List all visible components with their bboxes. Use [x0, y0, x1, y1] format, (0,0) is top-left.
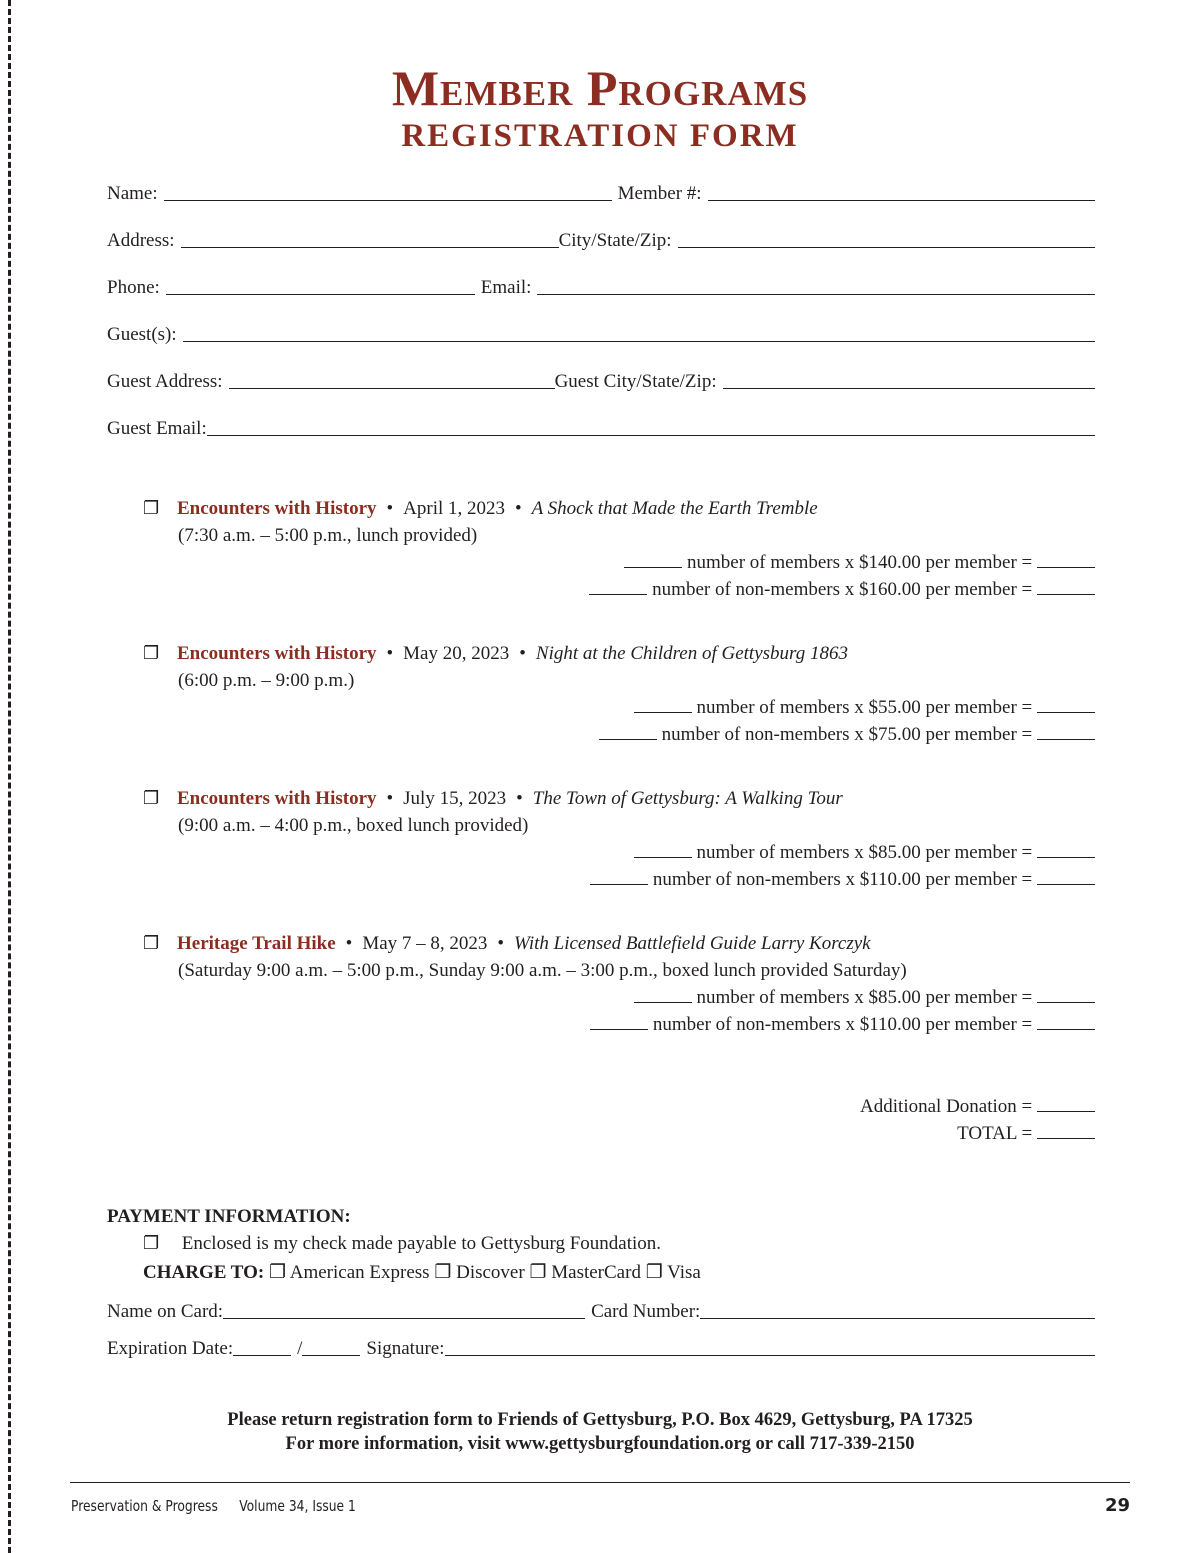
donation-field[interactable]	[1037, 1110, 1095, 1112]
nonmembers-total-field[interactable]	[1037, 1028, 1095, 1030]
expiration-month-field[interactable]	[233, 1354, 291, 1356]
cut-line	[8, 0, 11, 1553]
members-price-text: number of members x $85.00 per member =	[696, 987, 1033, 1008]
phone-row	[107, 275, 1095, 299]
return-address: Please return registration form to Friends of Gettysburg, P.O. Box 4629, Gettysburg, PA 17325	[227, 1410, 973, 1430]
bullet: •	[345, 933, 353, 954]
members-price-text: number of members x $140.00 per member =	[687, 552, 1033, 573]
expiration-row	[107, 1336, 1095, 1360]
event-date: April 1, 2023	[403, 498, 506, 519]
nonmembers-price-text: number of non-members x $110.00 per member =	[652, 869, 1033, 890]
event-title: Heritage Trail Hike	[177, 933, 336, 954]
event-date: July 15, 2023	[403, 788, 507, 809]
checkbox-icon[interactable]: ❐	[143, 498, 160, 518]
city-state-zip-label: City/State/Zip:	[558, 230, 672, 251]
members-price-text: number of members x $85.00 per member =	[696, 842, 1033, 863]
signature-label: Signature:	[366, 1338, 445, 1359]
phone-label: Phone:	[107, 277, 160, 298]
name-row	[107, 181, 1095, 205]
nonmembers-price-line	[143, 1014, 1095, 1041]
event-subtitle: The Town of Gettysburg: A Walking Tour	[532, 788, 843, 809]
members-price-line	[143, 842, 1095, 869]
checkbox-icon[interactable]: ❐	[143, 1233, 160, 1253]
donation-label: Additional Donation =	[860, 1096, 1033, 1117]
nonmembers-price-line	[143, 869, 1095, 896]
guest-address-label: Guest Address:	[107, 371, 223, 392]
event-title: Encounters with History	[177, 788, 377, 809]
member-number-field[interactable]	[708, 199, 1095, 201]
phone-field[interactable]	[166, 293, 475, 295]
event-date: May 20, 2023	[403, 643, 510, 664]
guests-label: Guest(s):	[107, 324, 177, 345]
page-number: 29	[1104, 1495, 1130, 1516]
event-time: (7:30 a.m. – 5:00 p.m., lunch provided)	[178, 525, 478, 546]
page-subtitle: REGISTRATION FORM	[401, 118, 799, 154]
payment-section	[107, 1206, 1095, 1289]
nonmembers-total-field[interactable]	[1037, 593, 1095, 595]
signature-field[interactable]	[445, 1354, 1096, 1356]
event-title: Encounters with History	[177, 498, 377, 519]
event-time: (6:00 p.m. – 9:00 p.m.)	[178, 670, 355, 691]
return-note	[0, 1408, 1200, 1456]
guest-email-row	[107, 416, 1095, 440]
event-subtitle: With Licensed Battlefield Guide Larry Korczyk	[514, 933, 871, 954]
name-field[interactable]	[164, 199, 612, 201]
guest-email-field[interactable]	[207, 434, 1095, 436]
bullet: •	[386, 498, 394, 519]
expiration-year-field[interactable]	[302, 1354, 360, 1356]
check-option	[143, 1233, 1095, 1261]
nonmembers-total-field[interactable]	[1037, 883, 1095, 885]
name-label: Name:	[107, 183, 158, 204]
publication-info	[71, 1497, 356, 1515]
members-price-line	[143, 697, 1095, 724]
nonmembers-price-text: number of non-members x $160.00 per member =	[652, 579, 1033, 600]
bullet: •	[516, 788, 523, 809]
total-line	[107, 1123, 1095, 1150]
event-item	[143, 498, 1095, 606]
card-option-visa: Visa	[667, 1262, 701, 1283]
event-time: (Saturday 9:00 a.m. – 5:00 p.m., Sunday 9:00 a.m. – 3:00 p.m., boxed lunch provided Saturday)	[178, 960, 907, 981]
footer-divider	[70, 1482, 1130, 1483]
nonmembers-count-field[interactable]	[590, 883, 648, 885]
guests-row	[107, 322, 1095, 346]
guest-address-field[interactable]	[229, 387, 555, 389]
event-title: Encounters with History	[177, 643, 377, 664]
total-label: TOTAL =	[957, 1123, 1033, 1144]
card-option-discover: Discover	[456, 1262, 525, 1283]
name-on-card-label: Name on Card:	[107, 1301, 224, 1322]
members-total-field[interactable]	[1037, 1001, 1095, 1003]
city-state-zip-field[interactable]	[678, 246, 1095, 248]
members-count-field[interactable]	[634, 711, 692, 713]
bullet: •	[519, 643, 526, 664]
guests-field[interactable]	[183, 340, 1095, 342]
card-option-amex: American Express	[289, 1262, 430, 1283]
checkbox-icon[interactable]: ❐	[529, 1262, 547, 1283]
email-label: Email:	[480, 277, 532, 298]
checkbox-icon[interactable]: ❐	[143, 643, 160, 663]
members-total-field[interactable]	[1037, 566, 1095, 568]
nonmembers-total-field[interactable]	[1037, 738, 1095, 740]
name-on-card-field[interactable]	[223, 1317, 585, 1319]
members-total-field[interactable]	[1037, 856, 1095, 858]
checkbox-icon[interactable]: ❐	[143, 933, 160, 953]
card-number-label: Card Number:	[591, 1301, 701, 1322]
more-info: For more information, visit www.gettysburgfoundation.org or call 717-339-2150	[285, 1434, 915, 1454]
donation-line	[107, 1096, 1095, 1123]
address-field[interactable]	[181, 246, 559, 248]
check-text: Enclosed is my check made payable to Gettysburg Foundation.	[181, 1233, 662, 1254]
members-price-line	[143, 987, 1095, 1014]
nonmembers-count-field[interactable]	[590, 1028, 648, 1030]
event-subtitle: A Shock that Made the Earth Tremble	[531, 498, 818, 519]
email-field[interactable]	[537, 293, 1095, 295]
card-number-field[interactable]	[700, 1317, 1095, 1319]
members-count-field[interactable]	[624, 566, 682, 568]
members-price-line	[143, 552, 1095, 579]
event-item	[143, 933, 1095, 1041]
charge-to-line	[143, 1261, 1095, 1289]
checkbox-icon[interactable]: ❐	[434, 1262, 452, 1283]
expiration-slash: /	[297, 1338, 303, 1359]
nonmembers-count-field[interactable]	[589, 593, 647, 595]
members-price-text: number of members x $55.00 per member =	[696, 697, 1033, 718]
event-date: May 7 – 8, 2023	[362, 933, 488, 954]
event-time: (9:00 a.m. – 4:00 p.m., boxed lunch provided)	[178, 815, 529, 836]
member-number-label: Member #:	[617, 183, 702, 204]
total-field[interactable]	[1037, 1137, 1095, 1139]
checkbox-icon[interactable]: ❐	[269, 1262, 287, 1283]
event-subtitle: Night at the Children of Gettysburg 1863	[535, 643, 848, 664]
charge-to-label: CHARGE TO:	[143, 1262, 265, 1283]
event-item	[143, 643, 1095, 751]
issue-info: Volume 34, Issue 1	[239, 1497, 356, 1515]
nonmembers-price-line	[143, 724, 1095, 751]
page-title: Member Programs	[391, 60, 809, 116]
guest-city-state-zip-label: Guest City/State/Zip:	[554, 371, 717, 392]
nonmembers-price-text: number of non-members x $75.00 per member =	[661, 724, 1033, 745]
nonmembers-price-text: number of non-members x $110.00 per member =	[652, 1014, 1033, 1035]
card-option-mastercard: MasterCard	[551, 1262, 641, 1283]
guest-address-row	[107, 369, 1095, 393]
guest-email-label: Guest Email:	[107, 418, 207, 439]
bullet: •	[386, 643, 394, 664]
address-row	[107, 228, 1095, 252]
publication-name: Preservation & Progress	[71, 1497, 218, 1515]
nonmembers-count-field[interactable]	[599, 738, 657, 740]
bullet: •	[515, 498, 522, 519]
totals-block	[107, 1096, 1095, 1150]
form-header	[0, 58, 1200, 156]
bullet: •	[497, 933, 505, 954]
bullet: •	[386, 788, 394, 809]
members-total-field[interactable]	[1037, 711, 1095, 713]
checkbox-icon[interactable]: ❐	[645, 1262, 663, 1283]
members-count-field[interactable]	[634, 856, 692, 858]
checkbox-icon[interactable]: ❐	[143, 788, 160, 808]
nonmembers-price-line	[143, 579, 1095, 606]
card-row	[107, 1299, 1095, 1323]
address-label: Address:	[107, 230, 175, 251]
event-item	[143, 788, 1095, 896]
expiration-label: Expiration Date:	[107, 1338, 234, 1359]
members-count-field[interactable]	[634, 1001, 692, 1003]
guest-city-state-zip-field[interactable]	[723, 387, 1095, 389]
payment-heading: PAYMENT INFORMATION:	[107, 1206, 351, 1227]
